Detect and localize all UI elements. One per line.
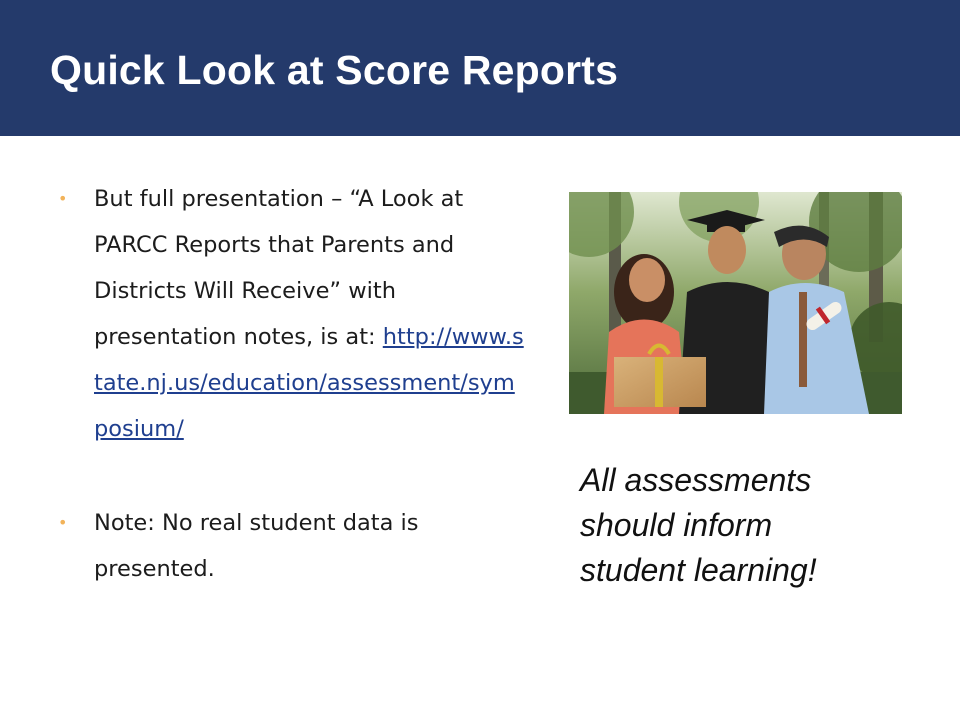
bullet-marker-icon: • <box>58 513 68 532</box>
symposium-link[interactable]: http://www.state.nj.us/education/assessment/symposium/ <box>94 324 524 442</box>
bullet-item-note <box>58 500 528 592</box>
graduation-photo <box>569 192 902 414</box>
graduation-family-photo-icon <box>569 192 902 414</box>
bullet-text: But full presentation – “A Look at PARCC Reports that Parents and Districts Will Receive” with presentation notes, is at: <box>94 186 464 350</box>
bullet-text: Note: No real student data is presented. <box>94 510 419 582</box>
slide-title: Quick Look at Score Reports <box>50 47 619 93</box>
photo-caption: All assessments should inform student learning! <box>580 462 817 588</box>
bullet-marker-icon: • <box>58 189 68 208</box>
title-bar <box>0 0 960 136</box>
bullet-list <box>58 176 528 592</box>
bullet-item-presentation <box>58 176 528 452</box>
